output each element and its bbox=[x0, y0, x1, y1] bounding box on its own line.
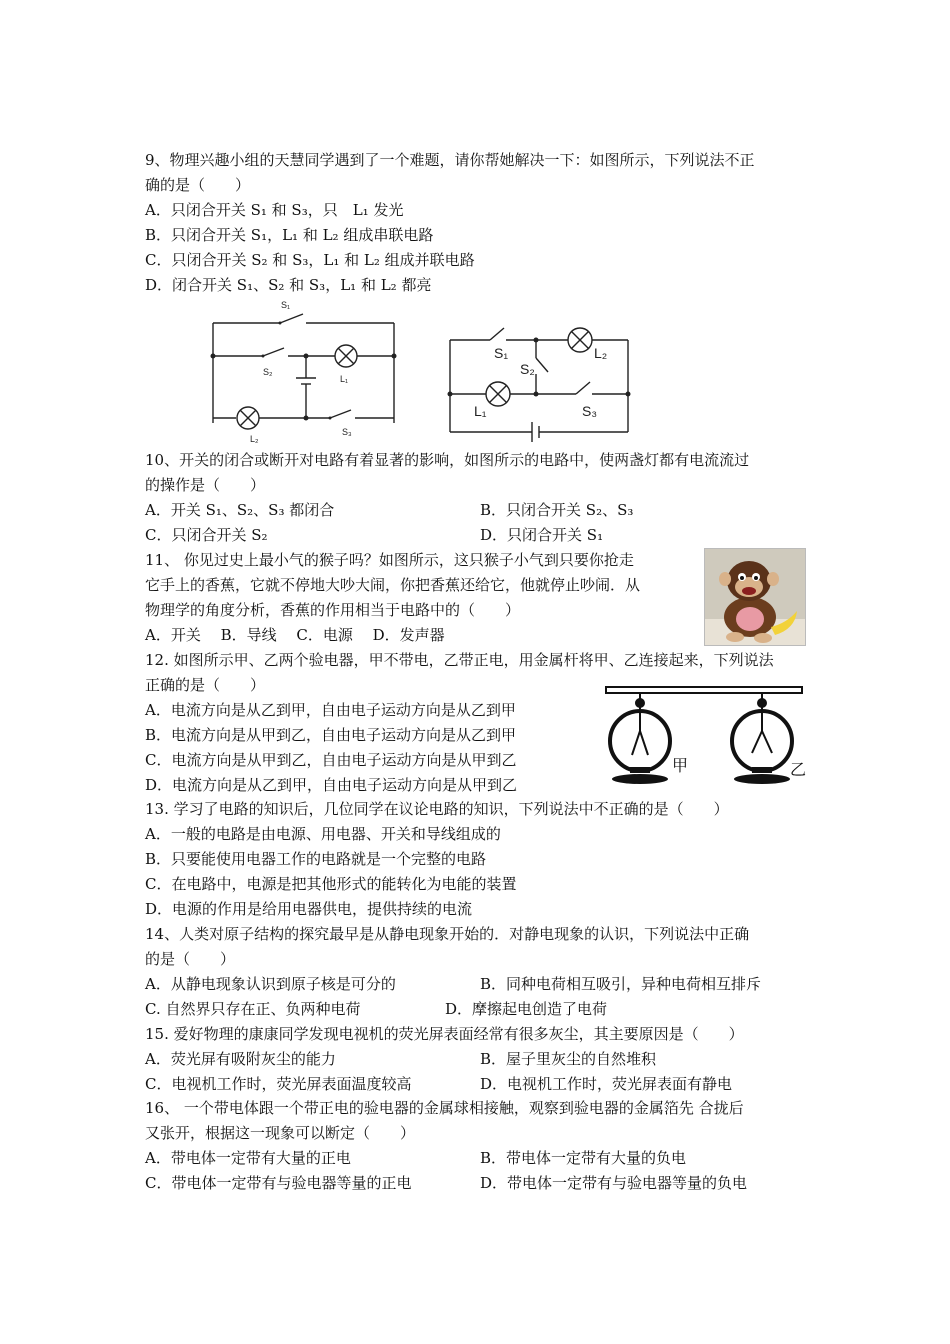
q9-option-d: D．闭合开关 S₁、S₂ 和 S₃，L₁ 和 L₂ 都亮 bbox=[145, 276, 432, 294]
q10-options-row1 bbox=[145, 498, 810, 523]
question-13 bbox=[145, 797, 810, 922]
q15-options-row2 bbox=[145, 1072, 810, 1097]
q13-option-c: C．在电路中，电源是把其他形式的能转化为电能的装置 bbox=[145, 875, 517, 893]
q16-options-row2 bbox=[145, 1171, 810, 1196]
q16-option-b: B．带电体一定带有大量的负电 bbox=[480, 1149, 687, 1167]
q16-stem-line1: 16、 一个带电体跟一个带正电的验电器的金属球相接触，观察到验电器的金属箔先 合拢后 bbox=[145, 1099, 744, 1117]
electroscope-jia-label: 甲 bbox=[672, 756, 689, 775]
q11-stem-line2: 它手上的香蕉，它就不停地大吵大闹，你把香蕉还给它，他就停止吵闹．从 bbox=[145, 576, 641, 594]
q10-option-c: C．只闭合开关 S₂ bbox=[145, 526, 268, 544]
q12-option-d: D．电流方向是从乙到甲，自由电子运动方向是从甲到乙 bbox=[145, 776, 518, 794]
q9-option-b: B．只闭合开关 S₁，L₁ 和 L₂ 组成串联电路 bbox=[145, 226, 434, 244]
q11-stem-line3: 物理学的角度分析，香蕉的作用相当于电路中的（ ） bbox=[145, 601, 521, 619]
q10-stem-line1: 10、开关的闭合或断开对电路有着显著的影响，如图所示的电路中，使两盏灯都有电流流过 bbox=[145, 451, 750, 469]
q15-option-b: B．屋子里灰尘的自然堆积 bbox=[480, 1050, 657, 1068]
q16-stem-line2: 又张开，根据这一现象可以断定（ ） bbox=[145, 1124, 416, 1142]
fig1-l2-label: L₂ bbox=[250, 434, 259, 444]
q15-option-c: C．电视机工作时，荧光屏表面温度较高 bbox=[145, 1075, 412, 1093]
q10-option-d: D．只闭合开关 S₁ bbox=[480, 526, 604, 544]
fig1-l1-label: L₁ bbox=[340, 374, 349, 384]
question-11 bbox=[145, 548, 705, 648]
fig2-s3-label: S₃ bbox=[582, 403, 598, 419]
q11-options: A．开关 B．导线 C．电源 D．发声器 bbox=[145, 626, 445, 644]
q16-options-row1 bbox=[145, 1146, 810, 1171]
q9-stem-line2: 确的是（ ） bbox=[145, 176, 251, 194]
circuit-diagram-q9 bbox=[208, 298, 404, 446]
fig2-l2-label: L₂ bbox=[594, 345, 608, 361]
q16-option-a: A．带电体一定带有大量的正电 bbox=[145, 1149, 351, 1167]
circuit-diagram-q10 bbox=[444, 322, 634, 442]
q14-option-d: D．摩擦起电创造了电荷 bbox=[445, 1000, 608, 1018]
electroscope-yi-label: 乙 bbox=[790, 760, 807, 779]
fig2-s1-label: S₁ bbox=[494, 345, 509, 361]
question-10 bbox=[145, 448, 810, 548]
q15-option-d: D．电视机工作时，荧光屏表面有静电 bbox=[480, 1075, 733, 1093]
q14-options-row2 bbox=[145, 997, 810, 1022]
monkey-toy-photo bbox=[704, 548, 806, 646]
question-15 bbox=[145, 1022, 810, 1097]
q15-options-row1 bbox=[145, 1047, 810, 1072]
q13-stem: 13. 学习了电路的知识后，几位同学在议论电路的知识，下列说法中不正确的是（ ） bbox=[145, 800, 729, 818]
electroscopes-diagram bbox=[604, 685, 808, 785]
fig1-s3-label: S₃ bbox=[342, 427, 352, 437]
q15-option-a: A．荧光屏有吸附灰尘的能力 bbox=[145, 1050, 336, 1068]
q10-option-b: B．只闭合开关 S₂、S₃ bbox=[480, 501, 634, 519]
monkey-toy-icon bbox=[705, 549, 805, 645]
q14-option-a: A．从静电现象认识到原子核是可分的 bbox=[145, 975, 396, 993]
question-9 bbox=[145, 148, 810, 298]
q13-option-b: B．只要能使用电器工作的电路就是一个完整的电路 bbox=[145, 850, 487, 868]
q9-stem-line1: 9、物理兴趣小组的天慧同学遇到了一个难题，请你帮她解决一下：如图所示，下列说法不正 bbox=[145, 151, 755, 169]
q12-option-c: C．电流方向是从甲到乙，自由电子运动方向是从甲到乙 bbox=[145, 751, 517, 769]
q12-option-b: B．电流方向是从甲到乙，自由电子运动方向是从乙到甲 bbox=[145, 726, 517, 744]
q10-stem-line2: 的操作是（ ） bbox=[145, 476, 266, 494]
q14-stem-line1: 14、人类对原子结构的探究最早是从静电现象开始的．对静电现象的认识，下列说法中正确 bbox=[145, 925, 750, 943]
q16-option-c: C．带电体一定带有与验电器等量的正电 bbox=[145, 1174, 412, 1192]
q9-option-a: A．只闭合开关 S₁ 和 S₃，只 L₁ 发光 bbox=[145, 201, 404, 219]
q14-option-c: C. 自然界只存在正、负两种电荷 bbox=[145, 1000, 361, 1018]
q13-option-d: D．电源的作用是给用电器供电，提供持续的电流 bbox=[145, 900, 473, 918]
q12-stem-line2: 正确的是（ ） bbox=[145, 676, 266, 694]
question-16 bbox=[145, 1096, 810, 1196]
q12-stem-line1: 12. 如图所示甲、乙两个验电器，甲不带电，乙带正电，用金属杆将甲、乙连接起来，下列说法 bbox=[145, 651, 774, 669]
q14-stem-line2: 的是（ ） bbox=[145, 950, 236, 968]
q12-option-a: A．电流方向是从乙到甲，自由电子运动方向是从乙到甲 bbox=[145, 701, 516, 719]
q14-option-b: B．同种电荷相互吸引，异种电荷相互排斥 bbox=[480, 975, 762, 993]
q11-stem-line1: 11、 你见过史上最小气的猴子吗？如图所示，这只猴子小气到只要你抢走 bbox=[145, 551, 634, 569]
q16-option-d: D．带电体一定带有与验电器等量的负电 bbox=[480, 1174, 748, 1192]
q14-options-row1 bbox=[145, 972, 810, 997]
q10-option-a: A．开关 S₁、S₂、S₃ 都闭合 bbox=[145, 501, 335, 519]
fig2-l1-label: L₁ bbox=[474, 403, 487, 419]
q10-options-row2 bbox=[145, 523, 810, 548]
question-14 bbox=[145, 922, 810, 1022]
fig2-s2-label: S₂ bbox=[520, 361, 535, 377]
q15-stem: 15. 爱好物理的康康同学发现电视机的荧光屏表面经常有很多灰尘，其主要原因是（ ） bbox=[145, 1025, 744, 1043]
fig1-s2-label: S₂ bbox=[263, 367, 273, 377]
q9-option-c: C．只闭合开关 S₂ 和 S₃，L₁ 和 L₂ 组成并联电路 bbox=[145, 251, 475, 269]
fig1-s1-label: S₁ bbox=[281, 300, 291, 310]
q13-option-a: A．一般的电路是由电源、用电器、开关和导线组成的 bbox=[145, 825, 501, 843]
